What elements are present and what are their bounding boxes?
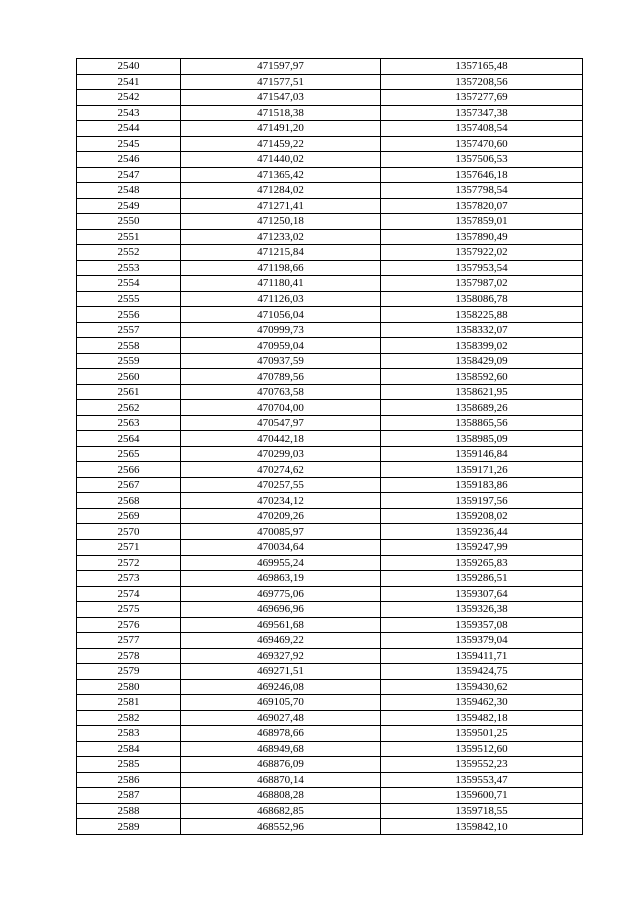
point-number-cell: 2545 (77, 136, 181, 152)
table-row (77, 477, 583, 493)
x-coordinate-cell: 468808,28 (181, 788, 381, 804)
point-number-cell: 2564 (77, 431, 181, 447)
y-coordinate-cell: 1359718,55 (381, 803, 583, 819)
x-coordinate-cell: 469246,08 (181, 679, 381, 695)
y-coordinate-cell: 1357347,38 (381, 105, 583, 121)
table-row (77, 136, 583, 152)
table-row (77, 571, 583, 587)
x-coordinate-cell: 468682,85 (181, 803, 381, 819)
table-row (77, 229, 583, 245)
coordinates-table (76, 58, 583, 835)
point-number-cell: 2568 (77, 493, 181, 509)
x-coordinate-cell: 469863,19 (181, 571, 381, 587)
table-row (77, 415, 583, 431)
point-number-cell: 2571 (77, 539, 181, 555)
point-number-cell: 2559 (77, 353, 181, 369)
point-number-cell: 2584 (77, 741, 181, 757)
x-coordinate-cell: 469561,68 (181, 617, 381, 633)
point-number-cell: 2576 (77, 617, 181, 633)
point-number-cell: 2570 (77, 524, 181, 540)
table-row (77, 695, 583, 711)
table-row (77, 307, 583, 323)
table-row (77, 586, 583, 602)
y-coordinate-cell: 1359171,26 (381, 462, 583, 478)
x-coordinate-cell: 470959,04 (181, 338, 381, 354)
table-row (77, 198, 583, 214)
table-row (77, 167, 583, 183)
x-coordinate-cell: 471250,18 (181, 214, 381, 230)
table-row (77, 710, 583, 726)
x-coordinate-cell: 471056,04 (181, 307, 381, 323)
y-coordinate-cell: 1359842,10 (381, 819, 583, 835)
y-coordinate-cell: 1359357,08 (381, 617, 583, 633)
table-row (77, 74, 583, 90)
point-number-cell: 2549 (77, 198, 181, 214)
point-number-cell: 2587 (77, 788, 181, 804)
y-coordinate-cell: 1358086,78 (381, 291, 583, 307)
table-row (77, 369, 583, 385)
y-coordinate-cell: 1359208,02 (381, 508, 583, 524)
y-coordinate-cell: 1359379,04 (381, 633, 583, 649)
y-coordinate-cell: 1357408,54 (381, 121, 583, 137)
point-number-cell: 2540 (77, 59, 181, 75)
point-number-cell: 2582 (77, 710, 181, 726)
x-coordinate-cell: 470547,97 (181, 415, 381, 431)
table-row (77, 664, 583, 680)
table-row (77, 446, 583, 462)
table-row (77, 679, 583, 695)
y-coordinate-cell: 1359197,56 (381, 493, 583, 509)
x-coordinate-cell: 471440,02 (181, 152, 381, 168)
table-row (77, 726, 583, 742)
x-coordinate-cell: 471233,02 (181, 229, 381, 245)
table-row (77, 260, 583, 276)
x-coordinate-cell: 469696,96 (181, 602, 381, 618)
point-number-cell: 2565 (77, 446, 181, 462)
x-coordinate-cell: 470442,18 (181, 431, 381, 447)
x-coordinate-cell: 470763,58 (181, 384, 381, 400)
table-row (77, 276, 583, 292)
table-row (77, 214, 583, 230)
y-coordinate-cell: 1357165,48 (381, 59, 583, 75)
table-row (77, 353, 583, 369)
x-coordinate-cell: 470704,00 (181, 400, 381, 416)
y-coordinate-cell: 1359512,60 (381, 741, 583, 757)
table-row (77, 633, 583, 649)
point-number-cell: 2575 (77, 602, 181, 618)
table-row (77, 183, 583, 199)
y-coordinate-cell: 1357859,01 (381, 214, 583, 230)
point-number-cell: 2569 (77, 508, 181, 524)
point-number-cell: 2558 (77, 338, 181, 354)
y-coordinate-cell: 1358621,95 (381, 384, 583, 400)
x-coordinate-cell: 471126,03 (181, 291, 381, 307)
coordinates-table-body (77, 59, 583, 835)
point-number-cell: 2563 (77, 415, 181, 431)
table-row (77, 539, 583, 555)
y-coordinate-cell: 1359424,75 (381, 664, 583, 680)
y-coordinate-cell: 1357987,02 (381, 276, 583, 292)
y-coordinate-cell: 1357798,54 (381, 183, 583, 199)
y-coordinate-cell: 1357646,18 (381, 167, 583, 183)
point-number-cell: 2574 (77, 586, 181, 602)
point-number-cell: 2572 (77, 555, 181, 571)
point-number-cell: 2585 (77, 757, 181, 773)
y-coordinate-cell: 1358332,07 (381, 322, 583, 338)
y-coordinate-cell: 1358689,26 (381, 400, 583, 416)
x-coordinate-cell: 469327,92 (181, 648, 381, 664)
point-number-cell: 2543 (77, 105, 181, 121)
y-coordinate-cell: 1357890,49 (381, 229, 583, 245)
point-number-cell: 2580 (77, 679, 181, 695)
point-number-cell: 2554 (77, 276, 181, 292)
table-row (77, 291, 583, 307)
y-coordinate-cell: 1359462,30 (381, 695, 583, 711)
x-coordinate-cell: 470034,64 (181, 539, 381, 555)
y-coordinate-cell: 1357208,56 (381, 74, 583, 90)
table-row (77, 59, 583, 75)
table-row (77, 384, 583, 400)
y-coordinate-cell: 1359286,51 (381, 571, 583, 587)
point-number-cell: 2560 (77, 369, 181, 385)
y-coordinate-cell: 1357506,53 (381, 152, 583, 168)
table-row (77, 245, 583, 261)
point-number-cell: 2550 (77, 214, 181, 230)
point-number-cell: 2557 (77, 322, 181, 338)
point-number-cell: 2547 (77, 167, 181, 183)
y-coordinate-cell: 1359553,47 (381, 772, 583, 788)
x-coordinate-cell: 471198,66 (181, 260, 381, 276)
x-coordinate-cell: 471547,03 (181, 90, 381, 106)
x-coordinate-cell: 468552,96 (181, 819, 381, 835)
y-coordinate-cell: 1358399,02 (381, 338, 583, 354)
point-number-cell: 2567 (77, 477, 181, 493)
point-number-cell: 2556 (77, 307, 181, 323)
x-coordinate-cell: 470937,59 (181, 353, 381, 369)
y-coordinate-cell: 1359600,71 (381, 788, 583, 804)
point-number-cell: 2583 (77, 726, 181, 742)
table-row (77, 152, 583, 168)
y-coordinate-cell: 1358865,56 (381, 415, 583, 431)
x-coordinate-cell: 470274,62 (181, 462, 381, 478)
table-row (77, 819, 583, 835)
x-coordinate-cell: 468978,66 (181, 726, 381, 742)
x-coordinate-cell: 470209,26 (181, 508, 381, 524)
table-row (77, 462, 583, 478)
point-number-cell: 2581 (77, 695, 181, 711)
point-number-cell: 2548 (77, 183, 181, 199)
x-coordinate-cell: 469955,24 (181, 555, 381, 571)
table-row (77, 788, 583, 804)
point-number-cell: 2577 (77, 633, 181, 649)
y-coordinate-cell: 1357953,54 (381, 260, 583, 276)
point-number-cell: 2561 (77, 384, 181, 400)
x-coordinate-cell: 471215,84 (181, 245, 381, 261)
table-row (77, 524, 583, 540)
x-coordinate-cell: 471491,20 (181, 121, 381, 137)
point-number-cell: 2586 (77, 772, 181, 788)
table-row (77, 338, 583, 354)
y-coordinate-cell: 1359326,38 (381, 602, 583, 618)
y-coordinate-cell: 1359482,18 (381, 710, 583, 726)
x-coordinate-cell: 471271,41 (181, 198, 381, 214)
table-row (77, 431, 583, 447)
table-row (77, 493, 583, 509)
y-coordinate-cell: 1359430,62 (381, 679, 583, 695)
y-coordinate-cell: 1359236,44 (381, 524, 583, 540)
table-row (77, 400, 583, 416)
x-coordinate-cell: 470999,73 (181, 322, 381, 338)
y-coordinate-cell: 1359183,86 (381, 477, 583, 493)
x-coordinate-cell: 468949,68 (181, 741, 381, 757)
point-number-cell: 2551 (77, 229, 181, 245)
point-number-cell: 2542 (77, 90, 181, 106)
x-coordinate-cell: 469271,51 (181, 664, 381, 680)
x-coordinate-cell: 470234,12 (181, 493, 381, 509)
table-row (77, 757, 583, 773)
x-coordinate-cell: 470789,56 (181, 369, 381, 385)
table-row (77, 508, 583, 524)
point-number-cell: 2573 (77, 571, 181, 587)
y-coordinate-cell: 1359247,99 (381, 539, 583, 555)
point-number-cell: 2552 (77, 245, 181, 261)
table-row (77, 322, 583, 338)
point-number-cell: 2544 (77, 121, 181, 137)
y-coordinate-cell: 1359552,23 (381, 757, 583, 773)
y-coordinate-cell: 1359265,83 (381, 555, 583, 571)
x-coordinate-cell: 471365,42 (181, 167, 381, 183)
table-row (77, 121, 583, 137)
y-coordinate-cell: 1357470,60 (381, 136, 583, 152)
x-coordinate-cell: 471180,41 (181, 276, 381, 292)
y-coordinate-cell: 1359411,71 (381, 648, 583, 664)
y-coordinate-cell: 1358592,60 (381, 369, 583, 385)
point-number-cell: 2579 (77, 664, 181, 680)
table-row (77, 105, 583, 121)
table-row (77, 803, 583, 819)
x-coordinate-cell: 471459,22 (181, 136, 381, 152)
table-row (77, 741, 583, 757)
x-coordinate-cell: 469775,06 (181, 586, 381, 602)
table-row (77, 617, 583, 633)
x-coordinate-cell: 471597,97 (181, 59, 381, 75)
table-row (77, 602, 583, 618)
y-coordinate-cell: 1358429,09 (381, 353, 583, 369)
x-coordinate-cell: 471284,02 (181, 183, 381, 199)
x-coordinate-cell: 469027,48 (181, 710, 381, 726)
x-coordinate-cell: 471577,51 (181, 74, 381, 90)
x-coordinate-cell: 469469,22 (181, 633, 381, 649)
point-number-cell: 2555 (77, 291, 181, 307)
table-row (77, 555, 583, 571)
point-number-cell: 2541 (77, 74, 181, 90)
point-number-cell: 2589 (77, 819, 181, 835)
y-coordinate-cell: 1358225,88 (381, 307, 583, 323)
point-number-cell: 2566 (77, 462, 181, 478)
point-number-cell: 2578 (77, 648, 181, 664)
y-coordinate-cell: 1359307,64 (381, 586, 583, 602)
y-coordinate-cell: 1357922,02 (381, 245, 583, 261)
x-coordinate-cell: 468870,14 (181, 772, 381, 788)
x-coordinate-cell: 471518,38 (181, 105, 381, 121)
y-coordinate-cell: 1359501,25 (381, 726, 583, 742)
table-row (77, 772, 583, 788)
y-coordinate-cell: 1357820,07 (381, 198, 583, 214)
y-coordinate-cell: 1359146,84 (381, 446, 583, 462)
x-coordinate-cell: 470085,97 (181, 524, 381, 540)
x-coordinate-cell: 468876,09 (181, 757, 381, 773)
point-number-cell: 2546 (77, 152, 181, 168)
x-coordinate-cell: 470257,55 (181, 477, 381, 493)
x-coordinate-cell: 469105,70 (181, 695, 381, 711)
table-row (77, 90, 583, 106)
point-number-cell: 2562 (77, 400, 181, 416)
y-coordinate-cell: 1357277,69 (381, 90, 583, 106)
table-row (77, 648, 583, 664)
point-number-cell: 2553 (77, 260, 181, 276)
point-number-cell: 2588 (77, 803, 181, 819)
y-coordinate-cell: 1358985,09 (381, 431, 583, 447)
x-coordinate-cell: 470299,03 (181, 446, 381, 462)
